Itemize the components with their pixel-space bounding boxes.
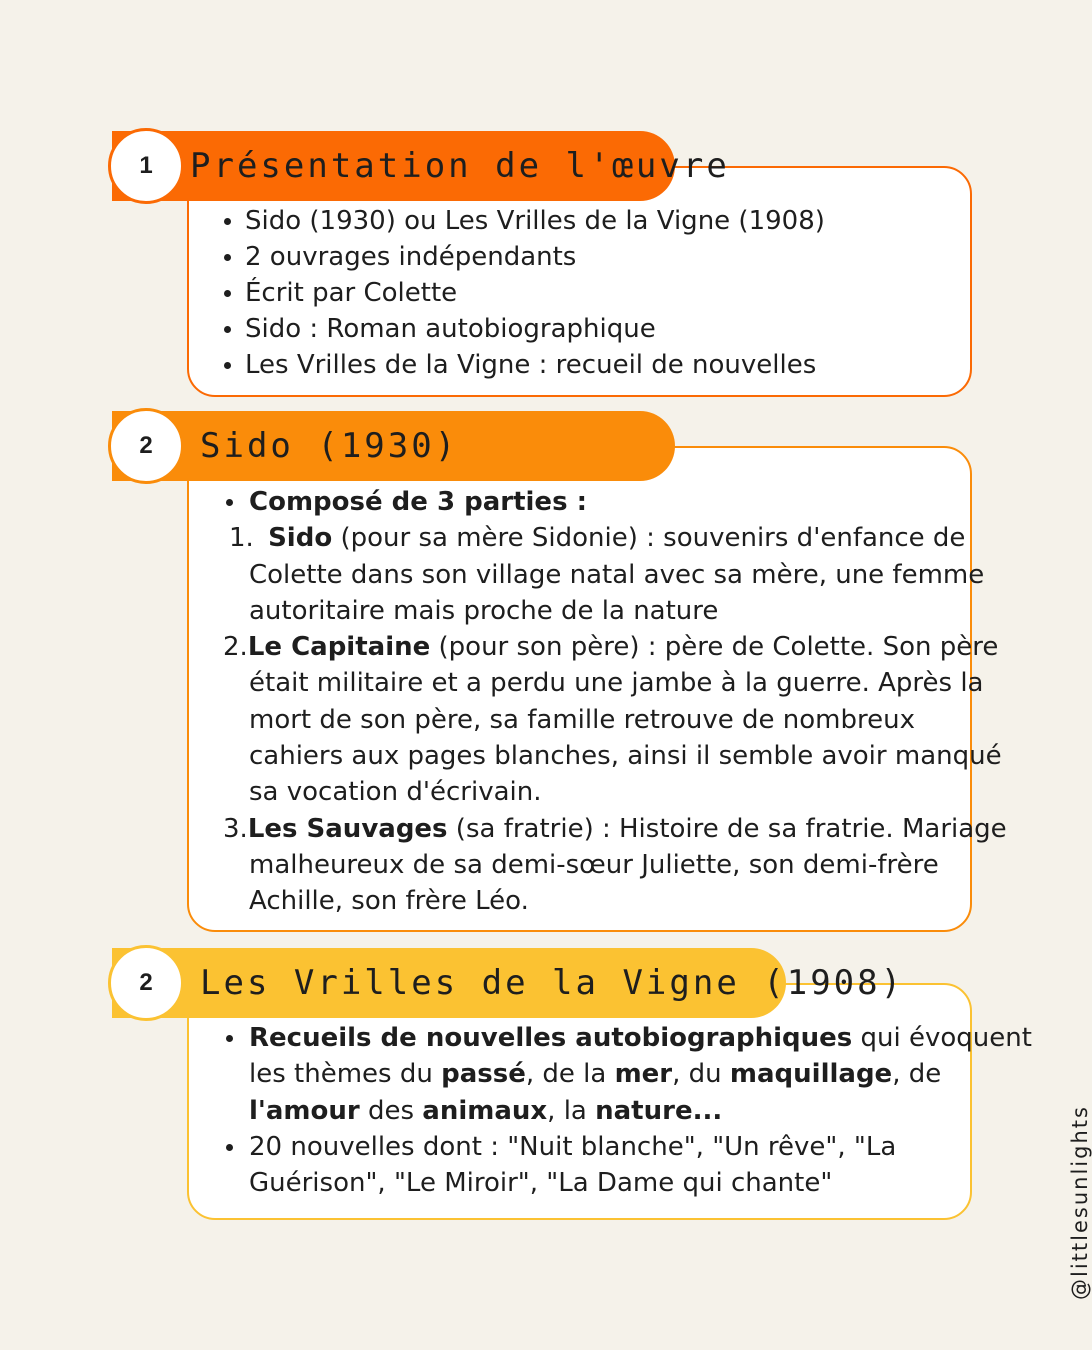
section-1-number-badge [108, 128, 184, 204]
text: , du [672, 1059, 730, 1090]
item-line [189, 1093, 970, 1129]
section-3-title: Les Vrilles de la Vigne (1908) [200, 963, 905, 1003]
list-item: 2 ouvrages indépendants [189, 239, 970, 275]
item-line [189, 1020, 1032, 1056]
section-1-title-banner [112, 131, 730, 201]
part-3 [189, 811, 1007, 920]
list-item: Les Vrilles de la Vigne : recueil de nouvelles [189, 347, 970, 383]
section-2-number: 2 [139, 432, 153, 459]
part-line: autoritaire mais proche de la nature [249, 595, 719, 626]
part-2 [189, 629, 1002, 810]
part-marker: 2. [223, 632, 248, 663]
section-1-title: Présentation de l'œuvre [190, 146, 730, 186]
part-title: Les Sauvages [247, 813, 448, 844]
bold-text: Recueils de nouvelles autobiographiques [249, 1023, 853, 1053]
bold-text: animaux [422, 1095, 548, 1126]
text: , de [892, 1059, 942, 1090]
part-line: sa vocation d'écrivain. [249, 777, 542, 808]
part-marker: 3. [223, 813, 248, 844]
section-2-title: Sido (1930) [200, 426, 459, 466]
part-1 [189, 520, 985, 629]
item-line: Guérison", "Le Miroir", "La Dame qui chante" [249, 1168, 833, 1199]
part-line: Colette dans son village natal avec sa mère, une femme [249, 559, 985, 590]
part-text: (sa fratrie) : Histoire de sa fratrie. Mariage [447, 813, 1007, 844]
text: qui évoquent [852, 1023, 1032, 1053]
part-line: Achille, son frère Léo. [249, 886, 529, 917]
part-2-first-line [189, 629, 999, 665]
section-2-number-badge [108, 408, 184, 484]
part-marker: 1. [229, 523, 254, 554]
author-handle: @littlesunlights [1068, 1105, 1092, 1300]
part-line: mort de son père, sa famille retrouve de nombreux [249, 704, 915, 735]
part-title: Le Capitaine [247, 632, 431, 663]
bold-text: passé [441, 1059, 526, 1090]
item-line: 20 nouvelles dont : "Nuit blanche", "Un rêve", "La [249, 1131, 897, 1162]
part-line: était militaire et a perdu une jambe à la guerre. Après la [249, 668, 984, 699]
section-3-number-badge [108, 945, 184, 1021]
text: des [359, 1095, 423, 1126]
section-2-box [187, 446, 1007, 932]
section-2-intro [189, 484, 970, 520]
list-item: Sido (1930) ou Les Vrilles de la Vigne (1908) [189, 203, 970, 239]
list-item: Écrit par Colette [189, 275, 970, 311]
part-text: (pour son père) : père de Colette. Son père [430, 632, 999, 663]
bold-text: maquillage [729, 1059, 893, 1090]
section-2-content [189, 448, 1007, 920]
item-line [189, 1056, 970, 1092]
part-1-first-line [189, 520, 970, 556]
text: , la [547, 1095, 596, 1126]
list-item [189, 1129, 970, 1202]
text: les thèmes du [249, 1059, 442, 1090]
list-item [189, 1020, 1032, 1129]
bullet-dot [226, 499, 233, 506]
part-line: cahiers aux pages blanches, ainsi il semble avoir manqué [249, 741, 1002, 772]
bold-text: nature... [595, 1095, 723, 1126]
part-text: (pour sa mère Sidonie) : souvenirs d'enfance de [332, 523, 966, 554]
text: , de la [525, 1059, 615, 1090]
section-3-number: 2 [139, 969, 153, 996]
section-3-box [187, 983, 1032, 1220]
section-2-title-banner [112, 411, 675, 481]
bullet-dot [226, 1035, 233, 1042]
part-title: Sido [268, 523, 333, 554]
intro-text: Composé de 3 parties : [249, 487, 587, 517]
bullet-dot [226, 1144, 233, 1151]
section-1-number: 1 [139, 152, 153, 179]
section-3-title-banner [112, 948, 905, 1018]
part-line: malheureux de sa demi-sœur Juliette, son demi-frère [249, 849, 939, 880]
bold-text: mer [614, 1059, 673, 1090]
part-3-first-line [189, 811, 1007, 847]
list-item: Sido : Roman autobiographique [189, 311, 970, 347]
bold-text: l'amour [249, 1095, 360, 1126]
